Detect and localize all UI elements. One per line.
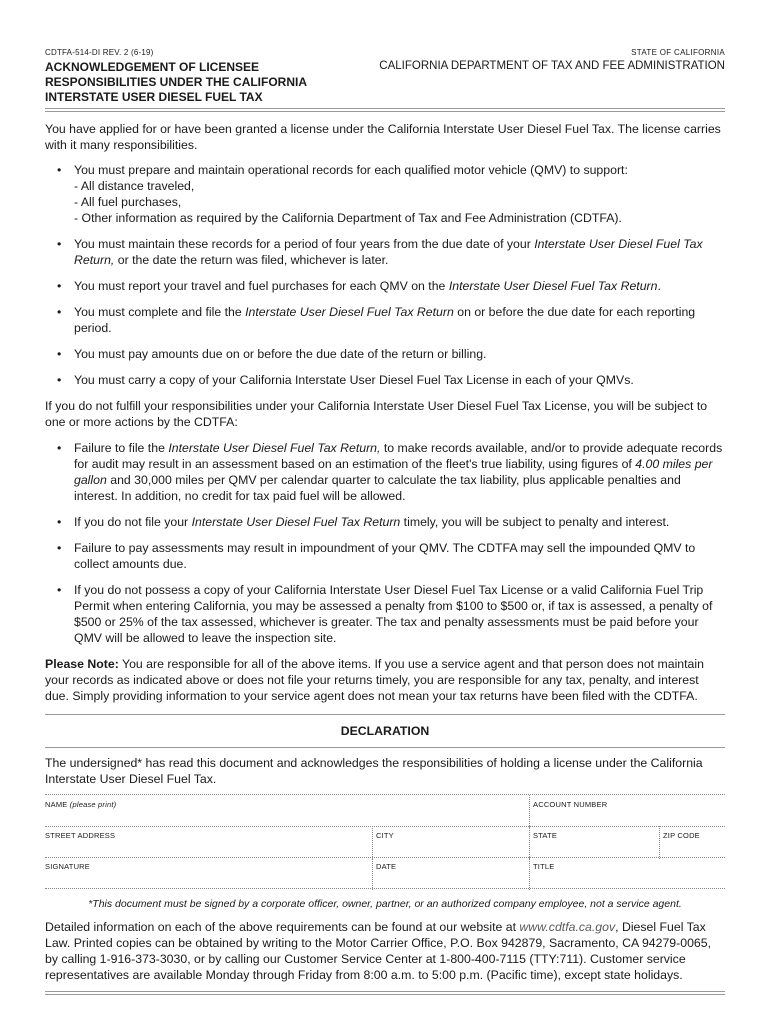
fields-row [45,826,725,858]
signature-fields [45,794,725,887]
please-note-label: Please Note: [45,657,119,671]
form-header [45,46,725,104]
field-label: CITY [376,831,394,840]
footer-text: Detailed information on each of the above requirements can be found at our website at [45,920,520,934]
city-field[interactable] [372,826,529,859]
form-title-line: RESPONSIBILITIES UNDER THE CALIFORNIA [45,75,308,89]
consequences-list [45,440,725,646]
field-label: ACCOUNT NUMBER [533,800,608,809]
website-link[interactable]: www.cdtfa.ca.gov [519,920,616,934]
bullet-text: Failure to file the [74,441,169,455]
list-item [45,582,725,646]
form-number: CDTFA-514-DI REV. 2 (6-19) [45,48,154,57]
form-title-line: INTERSTATE USER DIESEL FUEL TAX [45,90,263,104]
header-double-rule [45,108,725,112]
list-item [45,162,725,226]
declaration-text: The undersigned* has read this document and acknowledges the responsibilities of holding a license under the California Interstate User Diesel Fuel Tax. [45,756,703,786]
bullet-text: You must maintain these records for a period of four years from the due date of your [74,237,535,251]
form-reference: Interstate User Diesel Fuel Tax Return [448,279,658,293]
list-item [45,440,725,504]
list-item [45,236,725,268]
title-field[interactable] [529,857,726,890]
sub-item: - All distance traveled, [74,179,195,193]
account-number-field[interactable] [529,795,726,828]
name-field[interactable] [45,795,528,828]
state-field[interactable] [529,826,659,859]
list-item [45,514,725,530]
field-label: SIGNATURE [45,862,90,871]
section-divider [45,747,725,748]
bullet-text: or the date the return was filed, whichever is later. [114,253,389,267]
footer-double-rule [45,991,725,995]
list-item [45,278,725,294]
section-divider [45,714,725,715]
responsibilities-list [45,162,725,388]
consequences-intro: If you do not fulfill your responsibilities under your California Interstate User Diesel Fuel Tax License, you will be subject to one or more actions by the CDTFA: [45,399,708,429]
bullet-text: . [657,279,661,293]
field-label: STATE [533,831,558,840]
declaration-title: DECLARATION [340,724,430,738]
list-item [45,372,725,388]
field-label: TITLE [533,862,555,871]
bullet-text: to make records available, and/or to provide adequate records for audit may result in an assessment based on an estimation of the fleet's true liability, using figures of [74,441,723,471]
footer-paragraph [45,919,725,983]
form-reference: Interstate User Diesel Fuel Tax Return, [168,441,381,455]
list-item [45,304,725,336]
field-label: ZIP CODE [663,831,700,840]
form-reference: Interstate User Diesel Fuel Tax Return, [74,237,703,267]
bullet-text: If you do not file your [74,515,192,529]
date-field[interactable] [372,857,529,890]
street-address-field[interactable] [45,826,371,859]
field-label: DATE [376,862,397,871]
bullet-text: You must complete and file the [74,305,246,319]
list-item [45,346,725,362]
signature-field[interactable] [45,857,371,890]
bullet-text: You must pay amounts due on or before the due date of the return or billing. [74,347,487,361]
form-body [45,121,725,995]
bullet-text: on or before the due date for each reporting period. [74,305,696,335]
bullet-text: You must report your travel and fuel purchases for each QMV on the [74,279,449,293]
form-title-line: ACKNOWLEDGEMENT OF LICENSEE [45,60,260,74]
please-note-paragraph [45,656,725,704]
intro-paragraph: You have applied for or have been granted a license under the California Interstate User Diesel Fuel Tax. The license carries with it many responsibilities. [45,122,721,152]
state-label: STATE OF CALIFORNIA [631,48,725,57]
field-label: NAME [45,800,68,809]
form-title [45,60,375,105]
form-reference: Interstate User Diesel Fuel Tax Return [191,515,401,529]
bullet-text: If you do not possess a copy of your California Interstate User Diesel Fuel Tax License or a valid California Fuel Trip Permit when entering California, you may be assessed a penalty from $100 to $500 or, if tax is assessed, a penalty of $500 or 25% of the tax assessed, whichever is greater. The tax and penalty assessments must be paid before your QMV will be allowed to leave the inspection site. [74,583,713,645]
please-note-text: You are responsible for all of the above items. If you use a service agent and that person does not maintain your records as indicated above or does not file your returns timely, you are responsible for any tax, penalty, and interest due. Simply providing information to your service agent does not mean your tax returns have been filed with the CDTFA. [45,657,704,703]
bullet-text: Failure to pay assessments may result in impoundment of your QMV. The CDTFA may sell the impounded QMV to collect amounts due. [74,541,696,571]
bullet-text: timely, you will be subject to penalty and interest. [400,515,670,529]
department-name: CALIFORNIA DEPARTMENT OF TAX AND FEE ADMINISTRATION [379,60,725,72]
bullet-text: You must carry a copy of your California Interstate User Diesel Fuel Tax License in each of your QMVs. [74,373,634,387]
mileage-figure: 4.00 miles per gallon [74,457,713,487]
footer-text: , Diesel Fuel Tax Law. Printed copies can be obtained by writing to the Motor Carrier Office, P.O. Box 942879, Sacramento, CA 94279-0065, by calling 1-916-373-3030, or by calling our Customer Service Center at 1-800-400-7115 (TTY:711). Customer service representatives are available Monday through Friday from 8:00 a.m. to 5:00 p.m. (Pacific time), except state holidays. [45,920,712,982]
zip-code-field[interactable] [659,826,726,859]
form-reference: Interstate User Diesel Fuel Tax Return [245,305,454,319]
form-page [45,46,725,982]
field-label: STREET ADDRESS [45,831,116,840]
fields-row [45,795,725,827]
field-hint: (please print) [69,800,117,809]
list-item [45,540,725,572]
signer-note: *This document must be signed by a corporate officer, owner, partner, or an authorized company employee, not a service agent. [88,898,682,910]
bullet-text: and 30,000 miles per QMV per calendar quarter to calculate the tax liability, plus applicable penalties and interest. In addition, no credit for tax paid fuel will be allowed. [74,473,681,503]
sub-item: - All fuel purchases, [74,195,182,209]
fields-row [45,857,725,889]
sub-item: - Other information as required by the California Department of Tax and Fee Administration (CDTFA). [74,211,622,225]
bullet-text: You must prepare and maintain operational records for each qualified motor vehicle (QMV) to support: [74,163,628,177]
